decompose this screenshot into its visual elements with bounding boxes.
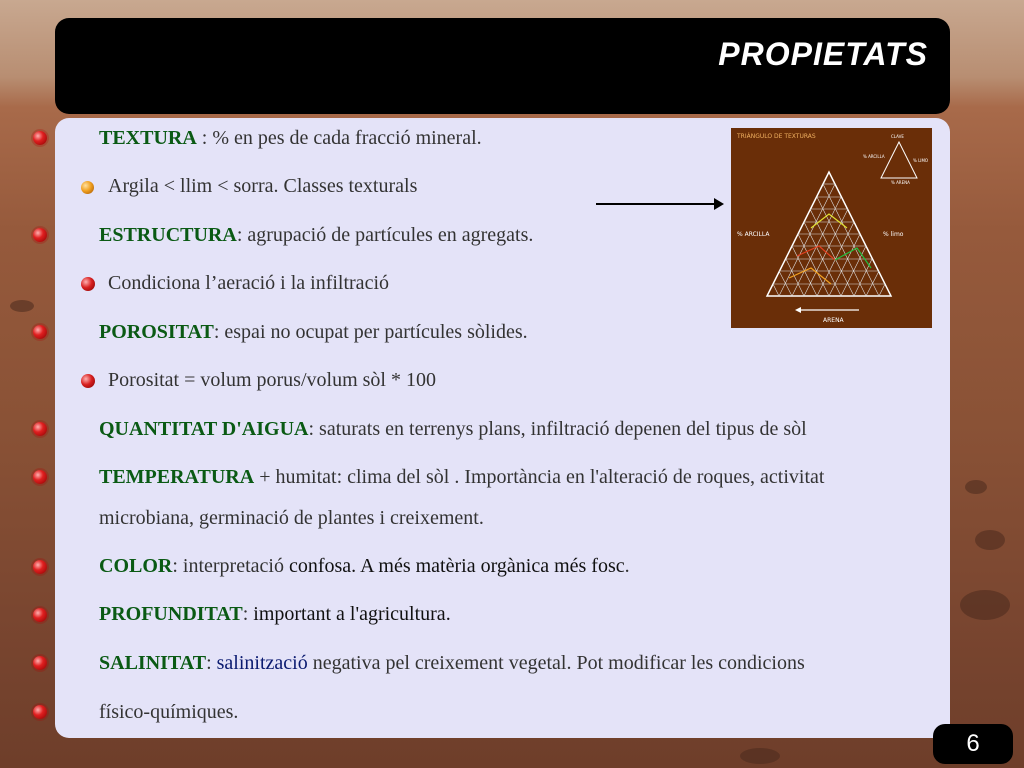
bullet-icon xyxy=(33,422,47,436)
bullet-icon xyxy=(33,131,47,145)
sub-bullet-icon xyxy=(81,277,95,291)
item-color xyxy=(99,555,630,578)
bullet-icon xyxy=(33,608,47,622)
background-rock xyxy=(975,530,1005,550)
keyword: PROFUNDITAT xyxy=(99,603,243,625)
item-porositat xyxy=(99,321,528,344)
svg-text:% ARCILLA: % ARCILLA xyxy=(863,154,885,159)
bullet-icon xyxy=(33,470,47,484)
item-condiciona: Condiciona l’aeració i la infiltració xyxy=(108,272,389,294)
slide-title: PROPIETATS xyxy=(718,36,928,72)
item-text-emph: confosa. A més matèria orgànica més fosc xyxy=(288,555,625,577)
item-temperatura xyxy=(99,466,824,489)
svg-text:% ARENA: % ARENA xyxy=(891,180,910,185)
item-text: : xyxy=(206,652,217,674)
keyword: POROSITAT xyxy=(99,321,214,343)
inset-triangle xyxy=(881,142,917,178)
texture-triangle-image xyxy=(731,128,932,328)
sub-bullet-icon xyxy=(81,181,94,194)
background-rock xyxy=(965,480,987,494)
item-salinitat-cont: físico-químiques. xyxy=(99,701,239,723)
arrow-head-icon xyxy=(714,198,724,210)
svg-text:CLAVE: CLAVE xyxy=(891,134,904,139)
item-text-end: . xyxy=(624,555,630,577)
background-rock xyxy=(960,590,1010,620)
item-text: : espai no ocupat per partícules sòlides. xyxy=(213,321,528,343)
background-rock xyxy=(10,300,34,312)
keyword: TEXTURA xyxy=(99,127,197,149)
title-bar xyxy=(55,18,950,114)
item-text: : agrupació de partícules en agregats. xyxy=(236,224,534,246)
keyword: ESTRUCTURA xyxy=(99,224,237,246)
keyword: SALINITAT xyxy=(99,652,207,674)
texture-triangle-svg xyxy=(731,128,932,328)
item-text: : interpretació xyxy=(172,555,289,577)
triangle-grid xyxy=(773,184,885,296)
item-text: + humitat: clima del sòl . Importància en l'alteració de roques, activitat xyxy=(254,466,825,488)
keyword: QUANTITAT D'AIGUA xyxy=(99,418,309,440)
item-text-link: salinització xyxy=(216,652,308,674)
item-argila: Argila < llim < sorra. Classes texturals xyxy=(108,175,418,197)
item-porositat-formula: Porositat = volum porus/volum sòl * 100 xyxy=(108,369,436,391)
item-profunditat xyxy=(99,603,451,626)
item-estructura xyxy=(99,224,533,247)
item-text: : % en pes de cada fracció mineral. xyxy=(196,127,482,149)
background-rock xyxy=(740,748,780,764)
item-salinitat xyxy=(99,652,805,675)
triangle-title: TRIÁNGULO DE TEXTURAS xyxy=(737,133,816,140)
item-text: : saturats en terrenys plans, infiltració depenen del tipus de sòl xyxy=(308,418,807,440)
item-textura xyxy=(99,127,482,150)
item-text-emph: important a l'agricultura. xyxy=(253,603,451,625)
triangle-left-label: % ARCILLA xyxy=(737,231,770,238)
bullet-icon xyxy=(33,325,47,339)
bullet-icon xyxy=(33,560,47,574)
slide-number: 6 xyxy=(933,724,1013,764)
sub-bullet-icon xyxy=(81,374,95,388)
triangle-bottom-label: ARENA xyxy=(823,317,844,324)
keyword: COLOR xyxy=(99,555,173,577)
item-temperatura-cont: microbiana, germinació de plantes i creixement. xyxy=(99,507,484,529)
bullet-icon xyxy=(33,228,47,242)
arrow-line xyxy=(596,203,716,205)
bullet-icon xyxy=(33,656,47,670)
keyword: TEMPERATURA xyxy=(99,466,255,488)
item-text: : xyxy=(242,603,254,625)
triangle-right-label: % limo xyxy=(883,231,904,238)
item-text-end: negativa pel creixement vegetal. Pot modificar les condicions xyxy=(307,652,805,674)
bullet-icon xyxy=(33,705,47,719)
svg-text:% LIMO: % LIMO xyxy=(913,158,929,163)
item-quantitat xyxy=(99,418,807,441)
